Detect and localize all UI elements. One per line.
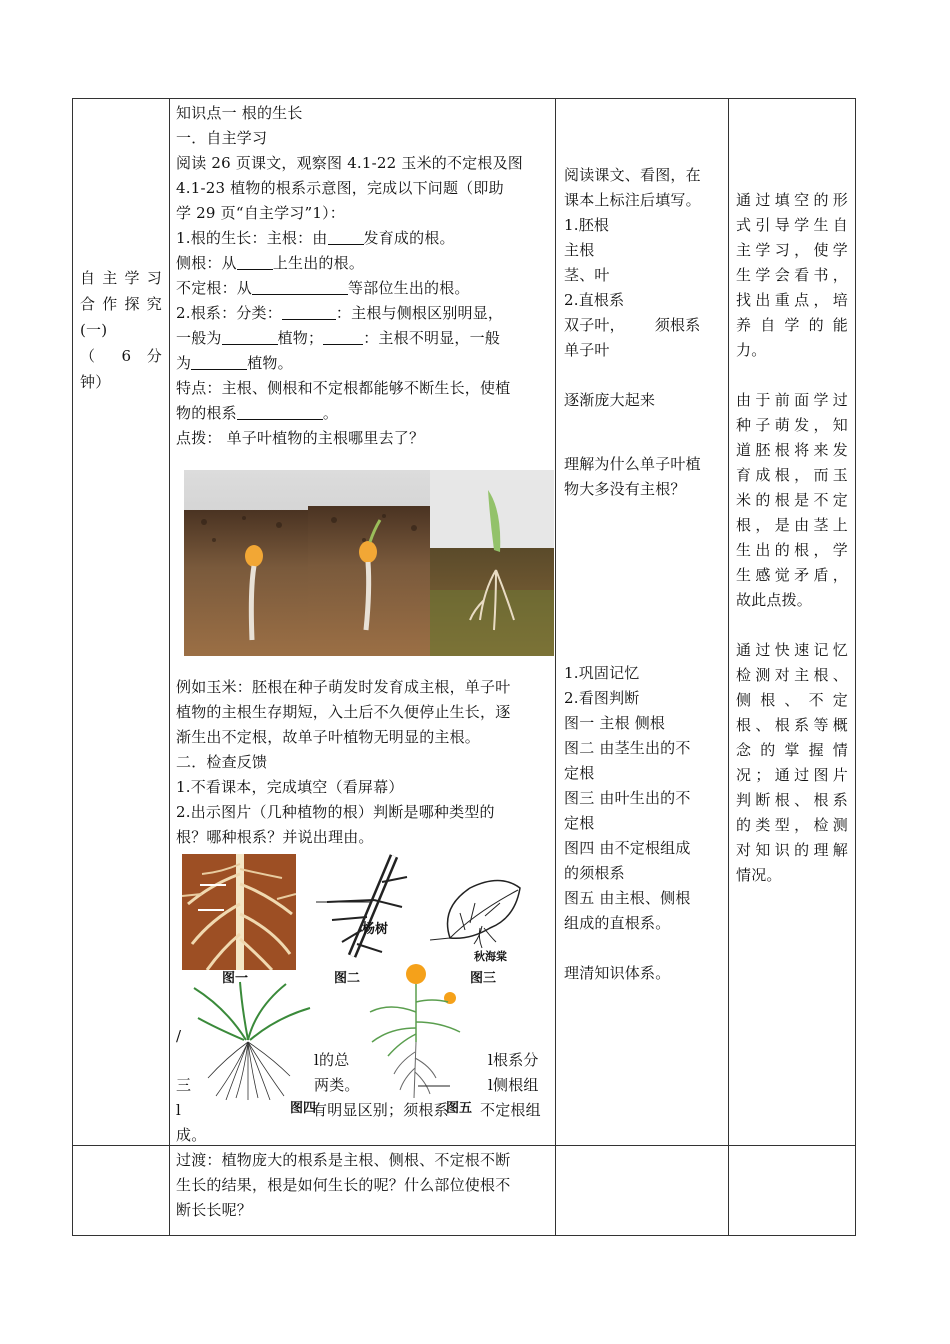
intent-line: 检测对主根、 (736, 666, 848, 684)
text: ：主根与侧根区别明显， (335, 304, 504, 322)
text: 侧根：从 (176, 254, 237, 272)
content-line: 根？哪种根系？并说出理由。 (176, 828, 374, 846)
content-line: 例如玉米：胚根在种子萌发时发育成主根，单子叶 (176, 678, 511, 696)
intent-line: 米的根是不定 (736, 491, 848, 509)
intent-line: 侧根、不定 (736, 691, 848, 709)
column-divider (169, 99, 170, 1235)
activity-line: 的须根系 (564, 864, 625, 882)
intent-line: 判断根、根系 (736, 791, 848, 809)
poplar-figure2 (312, 852, 422, 964)
content-line: 渐生出不定根，故单子叶植物无明显的主根。 (176, 728, 481, 746)
intent-line: 生感觉矛盾， (736, 566, 848, 584)
fragment: 成。 (176, 1126, 207, 1144)
fill-line (176, 251, 556, 276)
corn-germination-photo (184, 470, 554, 656)
intent-line: 通过快速记忆 (736, 641, 848, 659)
begonia-figure3 (430, 868, 530, 950)
figure1-label: 图一 (222, 971, 249, 986)
poplar-label: 杨树 (362, 922, 389, 937)
intent-line: 由于前面学过 (736, 391, 848, 409)
fill-line (176, 326, 556, 351)
intent-line: 故此点拨。 (736, 591, 813, 609)
intent-line: 种子萌发，知 (736, 416, 848, 434)
intent-line: 式引导学生自 (736, 216, 848, 234)
subheading: 二．检查反馈 (176, 753, 268, 771)
student-activity-cell-2 (564, 661, 734, 986)
content-line: 植物的主根生存期短，入土后不久便停止生长，逐 (176, 703, 511, 721)
content-line: 1.不看课本，完成填空（看屏幕） (176, 778, 404, 796)
activity-line: 理清知识体系。 (564, 964, 671, 982)
intent-line: 道胚根将来发 (736, 441, 848, 459)
intent-line: 情况。 (736, 866, 782, 884)
fill-blank[interactable] (222, 327, 278, 345)
fill-line (176, 351, 556, 376)
transition-cell (176, 1148, 556, 1223)
fragment: l (176, 1101, 181, 1119)
section-line: (一) (80, 321, 108, 339)
text: 上生出的根。 (272, 254, 365, 272)
fragment: l的总 (314, 1051, 350, 1069)
fill-line (176, 226, 556, 251)
activity-line: 定根 (564, 764, 595, 782)
text: 1.根的生长：主根：由 (176, 229, 328, 247)
intent-line: 找出重点，培 (736, 291, 848, 309)
fragment: l侧根组 (488, 1076, 539, 1094)
intent-line: 对知识的理解 (736, 841, 848, 859)
intent-line: 生学会看书， (736, 266, 848, 284)
activity-line: 1.胚根 (564, 216, 610, 234)
fill-blank[interactable] (323, 327, 363, 345)
transition-line: 断长长呢？ (176, 1201, 253, 1219)
figure4-label: 图四 (290, 1101, 317, 1116)
transition-line: 过渡：植物庞大的根系是主根、侧根、不定根不断 (176, 1151, 511, 1169)
section-line: （ 6 分 (80, 347, 162, 365)
section-line: 合作探究 (80, 295, 162, 313)
intent-line: 养自学的能 (736, 316, 848, 334)
activity-line: 课本上标注后填写。 (564, 191, 701, 209)
activity-line: 理解为什么单子叶植 (564, 455, 701, 473)
activity-line: 主根 (564, 241, 595, 259)
topic-title: 知识点一 根的生长 (176, 104, 303, 122)
activity-line: 2.看图判断 (564, 689, 640, 707)
fill-blank[interactable] (252, 277, 348, 295)
activity-line: 组成的直根系。 (564, 914, 671, 932)
fill-line (176, 401, 556, 426)
intent-line: 力。 (736, 341, 767, 359)
text: 物的根系 (176, 404, 237, 422)
text: 2.根系：分类： (176, 304, 282, 322)
activity-line: 逐渐庞大起来 (564, 391, 656, 409)
activity-line: 图一 主根 侧根 (564, 714, 666, 732)
transition-line: 生长的结果，根是如何生长的呢？什么部位使根不 (176, 1176, 511, 1194)
obscured-summary (176, 1024, 556, 1144)
activity-line: 1.巩固记忆 (564, 664, 640, 682)
activity-line: 单子叶 (564, 341, 610, 359)
activity-line: 定根 (564, 814, 595, 832)
design-intent-cell (736, 188, 848, 888)
figure2-label: 图二 (334, 971, 361, 986)
intent-line: 根，是由茎上 (736, 516, 848, 534)
intent-line: 的类型，检测 (736, 816, 848, 834)
figure5-label: 图五 (446, 1101, 473, 1116)
text: 一般为 (176, 329, 222, 347)
fill-blank[interactable] (282, 302, 336, 320)
activity-line: 阅读课文、看图，在 (564, 166, 701, 184)
student-activity-cell (564, 163, 734, 502)
fragment: 有明显区别；须根系 (312, 1101, 449, 1119)
text: 等部位生出的根。 (348, 279, 470, 297)
activity-line: 图三 由叶生出的不 (564, 789, 691, 807)
fill-blank[interactable] (328, 227, 364, 245)
intent-line: 通过填空的形 (736, 191, 848, 209)
section-cell (80, 265, 162, 395)
content-line: 阅读 26 页课文，观察图 4.1-22 玉米的不定根及图 (176, 154, 523, 172)
fragment: / (176, 1027, 182, 1045)
activity-line: 图四 由不定根组成 (564, 839, 691, 857)
activity-line: 图二 由茎生出的不 (564, 739, 691, 757)
content-line: 2.出示图片（几种植物的根）判断是哪种类型的 (176, 803, 495, 821)
content-line: 学 29 页“自主学习”1）： (176, 204, 346, 222)
content-line: 4.1-23 植物的根系示意图，完成以下问题（即助 (176, 179, 504, 197)
content-cell-2 (176, 675, 556, 850)
intent-line: 生出的根，学 (736, 541, 848, 559)
activity-line: 图五 由主根、侧根 (564, 889, 691, 907)
hint-line: 点拨： 单子叶植物的主根哪里去了？ (176, 429, 425, 447)
fill-blank[interactable] (237, 402, 323, 420)
root-photo-figure1 (182, 854, 296, 970)
intent-line: 况；通过图片 (736, 766, 848, 784)
intent-line: 育成根，而玉 (736, 466, 848, 484)
section-line: 钟） (80, 373, 111, 391)
activity-line: 2.直根系 (564, 291, 625, 309)
activity-line (564, 313, 734, 338)
fill-line (176, 276, 556, 301)
text: 植物。 (247, 354, 293, 372)
fill-blank[interactable] (191, 352, 247, 370)
text: 为 (176, 354, 192, 372)
fragment: l根系分 (488, 1051, 539, 1069)
figure3-label: 图三 (470, 971, 497, 986)
fragment: 不定根组 (480, 1101, 541, 1119)
text: 植物； (277, 329, 324, 347)
fill-blank[interactable] (237, 252, 273, 270)
text: 不定根：从 (176, 279, 253, 297)
section-line: 自主学习 (80, 269, 162, 287)
fragment: 三 (176, 1076, 192, 1094)
intent-line: 根、根系等概 (736, 716, 848, 734)
content-cell (176, 101, 556, 451)
intent-line: 念的掌握情 (736, 741, 848, 759)
text: ：主根不明显，一般 (363, 329, 501, 347)
subheading: 一．自主学习 (176, 129, 268, 147)
begonia-label: 秋海棠 (474, 950, 507, 963)
activity-line: 茎、叶 (564, 266, 610, 284)
text: 须根系 (654, 316, 701, 334)
activity-line: 物大多没有主根？ (564, 480, 686, 498)
text: 双子叶， (564, 316, 625, 334)
text: 发育成的根。 (363, 229, 455, 247)
content-line: 特点：主根、侧根和不定根都能够不断生长，使植 (176, 379, 511, 397)
intent-line: 主学习，使学 (736, 241, 848, 259)
fill-line (176, 301, 556, 326)
fragment: 两类。 (314, 1076, 360, 1094)
text: 。 (322, 404, 339, 422)
